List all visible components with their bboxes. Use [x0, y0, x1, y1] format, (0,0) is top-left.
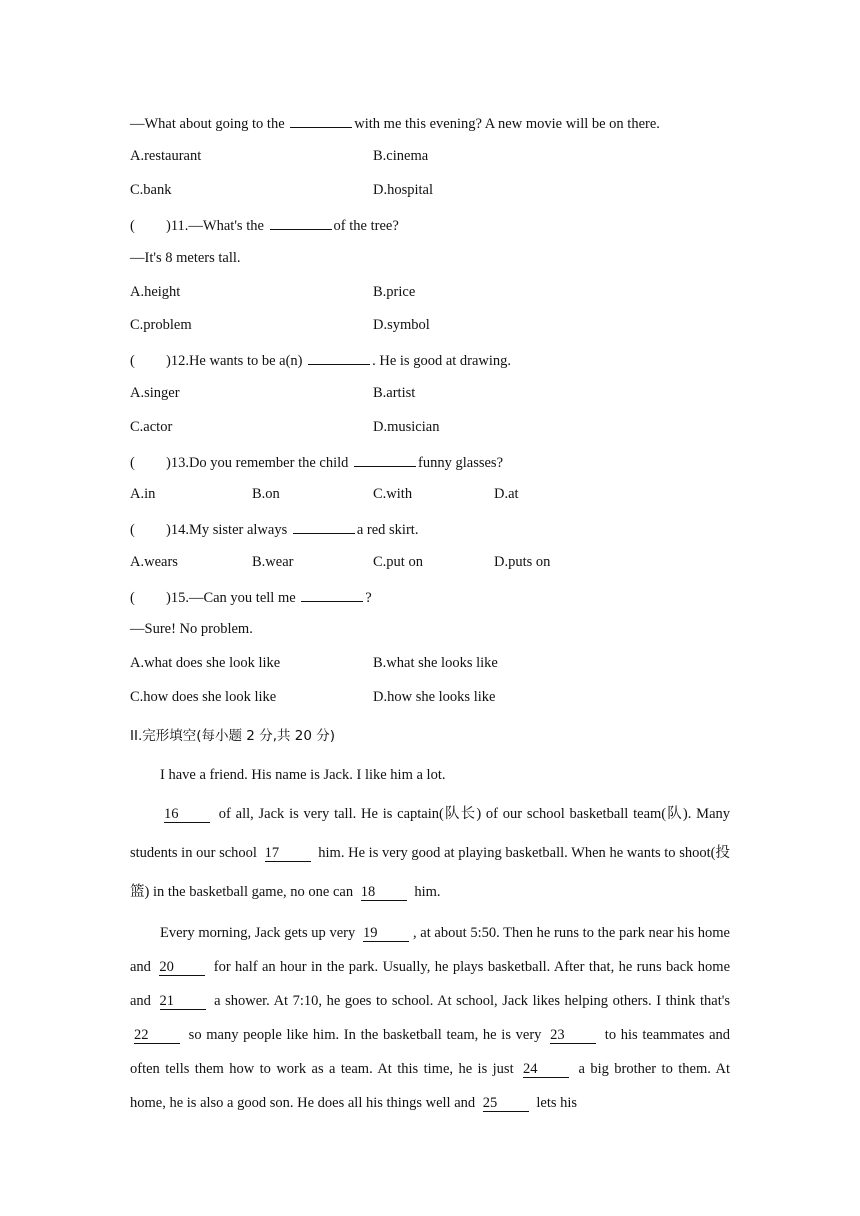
- q13-stem: [130, 452, 503, 472]
- blank-23: 23: [550, 1028, 596, 1044]
- q11-option-b: B.price: [373, 284, 416, 300]
- q15-stem: [130, 587, 372, 607]
- q12-option-c: C.actor: [130, 419, 173, 435]
- paragraph-text: him. He is very good at playing basketball. When he wants to shoot(投篮) in the basketball game, no one can: [130, 845, 730, 900]
- q11-option-d: D.symbol: [373, 317, 430, 333]
- q13-option-b: B.on: [252, 486, 280, 502]
- q15-option-c: C.how does she look like: [130, 689, 277, 705]
- answer-paren: (: [130, 218, 135, 234]
- q10-option-a: A.restaurant: [130, 148, 202, 164]
- q14-option-c: C.put on: [373, 554, 423, 570]
- paragraph-text: so many people like him. In the basketball team, he is very: [184, 1027, 547, 1043]
- q15-stem-pre: )15.—Can you tell me: [166, 590, 300, 606]
- paragraph-text: lets his: [532, 1095, 578, 1111]
- blank-21: 21: [160, 994, 206, 1010]
- answer-paren: (: [130, 353, 135, 369]
- q14-option-d: D.puts on: [494, 554, 551, 570]
- q13-option-c: C.with: [373, 486, 413, 502]
- q10-option-d: D.hospital: [373, 182, 434, 198]
- blank-17: 17: [265, 846, 311, 862]
- q11-answer-line: —It's 8 meters tall.: [130, 250, 241, 266]
- cloze-paragraph-3: [130, 916, 730, 1120]
- q12-option-b: B.artist: [373, 385, 416, 401]
- q14-stem-pre: )14.My sister always: [166, 522, 291, 538]
- answer-blank: [354, 452, 416, 467]
- q13-stem-post: funny glasses?: [418, 455, 503, 471]
- cloze-paragraph-2: [130, 795, 730, 912]
- q15-option-a: A.what does she look like: [130, 655, 281, 671]
- q10-stem-pre: —What about going to the: [130, 116, 289, 132]
- paragraph-text: a shower. At 7:10, he goes to school. At school, Jack likes helping others. I think that's: [209, 993, 730, 1009]
- paragraph-text: Every morning, Jack gets up very: [160, 925, 359, 941]
- answer-blank: [293, 519, 355, 534]
- answer-paren: (: [130, 522, 135, 538]
- answer-paren: (: [130, 455, 135, 471]
- paragraph-text: , at about 5:50. Then he runs to the park near his home and: [130, 925, 730, 975]
- q14-stem: [130, 519, 418, 539]
- blank-20: 20: [159, 960, 205, 976]
- q15-answer-line: —Sure! No problem.: [130, 621, 253, 637]
- paragraph-text: for half an hour in the park. Usually, he plays basketball. After that, he runs back home and: [130, 959, 731, 1009]
- blank-25: 25: [483, 1096, 529, 1112]
- q13-stem-pre: )13.Do you remember the child: [166, 455, 353, 471]
- blank-19: 19: [363, 926, 409, 942]
- blank-18: 18: [361, 885, 407, 901]
- q11-option-c: C.problem: [130, 317, 192, 333]
- paragraph-text: to his teammates and often tells them how to work as a team. At this time, he is just: [130, 1027, 731, 1077]
- answer-blank: [270, 215, 332, 230]
- q10-stem-post: with me this evening? A new movie will be on there.: [354, 116, 660, 132]
- q11-stem: [130, 215, 399, 235]
- q12-stem-pre: )12.He wants to be a(n): [166, 353, 307, 369]
- paragraph-text: him.: [410, 884, 441, 900]
- q11-option-a: A.height: [130, 284, 181, 300]
- paragraph-text: of all, Jack is very tall. He is captain(队长) of our school basketball team(队). Many students in our school: [130, 806, 730, 861]
- q15-option-b: B.what she looks like: [373, 655, 498, 671]
- answer-paren: (: [130, 590, 135, 606]
- q14-option-a: A.wears: [130, 554, 178, 570]
- q12-option-d: D.musician: [373, 419, 440, 435]
- q14-option-b: B.wear: [252, 554, 294, 570]
- q13-option-a: A.in: [130, 486, 156, 502]
- section-heading: II.完形填空(每小题 2 分,共 20 分): [130, 728, 336, 744]
- blank-24: 24: [523, 1062, 569, 1078]
- q10-option-b: B.cinema: [373, 148, 429, 164]
- cloze-paragraph-1: I have a friend. His name is Jack. I like him a lot.: [160, 767, 446, 783]
- q13-option-d: D.at: [494, 486, 519, 502]
- q12-option-a: A.singer: [130, 385, 180, 401]
- blank-22: 22: [134, 1028, 180, 1044]
- q10-option-c: C.bank: [130, 182, 172, 198]
- q15-option-d: D.how she looks like: [373, 689, 496, 705]
- answer-blank: [308, 350, 370, 365]
- q15-stem-post: ?: [365, 590, 372, 606]
- q12-stem-post: . He is good at drawing.: [372, 353, 512, 369]
- q12-stem: [130, 350, 511, 370]
- blank-16: 16: [164, 807, 210, 823]
- answer-blank: [301, 587, 363, 602]
- q10-stem: [130, 113, 660, 133]
- q14-stem-post: a red skirt.: [356, 522, 419, 538]
- q11-stem-post: of the tree?: [333, 218, 399, 234]
- paragraph-text: a big brother to them. At home, he is also a good son. He does all his things well and: [130, 1061, 731, 1111]
- q11-stem-pre: )11.—What's the: [166, 218, 268, 234]
- answer-blank: [290, 113, 352, 128]
